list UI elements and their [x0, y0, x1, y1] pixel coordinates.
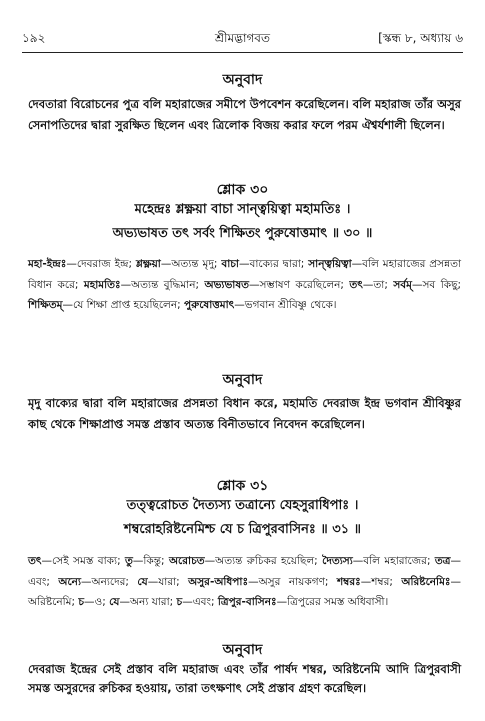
gloss-word: যে	[137, 575, 148, 588]
gloss-meaning: —ত্রিপুরের সমস্ত অধিবাসী।	[276, 596, 389, 608]
gloss-meaning: —সেই সমস্ত বাক্য;	[41, 555, 126, 567]
page-header	[22, 30, 463, 50]
gloss-meaning: —এবং;	[182, 596, 218, 608]
gloss-word: মহামতিঃ	[83, 278, 121, 291]
translation-29: দেবতারা বিরোচনের পুত্র বলি মহারাজের সমীপে উপবেশন করেছিলেন। বলি মহারাজ তাঁর অসুর সেনাপতিদের দ্বারা সুরক্ষিত ছিলেন এবং ত্রিলোক বিজয় করার ফলে পরম ঐশ্বর্যশালী ছিলেন।	[28, 97, 461, 132]
gloss-meaning: —যারা;	[147, 575, 189, 588]
gloss-meaning: —বাক্যের দ্বারা;	[238, 258, 309, 270]
gloss-meaning: —কিন্তু;	[132, 555, 169, 567]
gloss-word: চ	[78, 596, 85, 608]
gloss-word: অরোচত	[168, 555, 205, 567]
gloss-word: তৎ	[349, 278, 363, 291]
gloss-word: সর্বম্	[393, 278, 412, 291]
gloss-meaning: —বলি মহারাজের;	[352, 555, 435, 567]
gloss-meaning: —শম্বর;	[360, 575, 402, 588]
gloss-meaning: —অত্যন্ত বুদ্ধিমান;	[120, 278, 205, 291]
gloss-word: তত্র	[434, 555, 451, 567]
gloss-word: দৈত্যস্য	[322, 555, 353, 567]
gloss-word: বাচা	[221, 258, 239, 270]
gloss-word: ত্রিপুর-বাসিনঃ	[217, 596, 277, 608]
verse-30-heading: শ্লোক ৩০	[216, 182, 269, 198]
gloss-meaning: —বলি মহারাজের প্রসন্নতা বিধান করে;	[28, 258, 461, 291]
translation-heading-2: অনুবাদ	[222, 372, 263, 388]
gloss-word: অসুর-অধিপাঃ	[188, 575, 249, 588]
gloss-meaning: —সব কিছু;	[411, 278, 461, 291]
translation-31: দেবরাজ ইন্দ্রের সেই প্রস্তাব বলি মহারাজ এবং তাঁর পার্ষদ শম্বর, অরিষ্টনেমি আদি ত্রিপুরবাসী সমস্ত অসুরদের রুচিকর হওয়ায়, তারা তৎক্ষণাৎ সেই প্রস্তাব গ্রহণ করেছিল।	[28, 662, 461, 695]
gloss-word: অভ্যভাষত	[204, 278, 249, 291]
gloss-meaning: —অন্যদের;	[80, 575, 138, 588]
page-number: ১৯২	[22, 31, 46, 45]
gloss-word: অরিষ্টনেমিঃ	[401, 575, 451, 588]
header-rule	[22, 52, 463, 53]
gloss-meaning: —দেবরাজ ইন্দ্র;	[66, 258, 137, 270]
gloss-meaning: —তা;	[362, 278, 394, 291]
gloss-word: মহা-ইন্দ্রঃ	[28, 258, 67, 270]
translation-heading-1: অনুবাদ	[222, 72, 263, 88]
gloss-word: তৎ	[28, 555, 42, 567]
verse-31-heading: শ্লোক ৩১	[216, 478, 269, 494]
gloss-meaning: —অরিষ্টনেমি;	[28, 575, 461, 608]
gloss-meaning: —অত্যন্ত মৃদু;	[160, 258, 222, 270]
gloss-meaning: —অসুর নায়কগণ;	[248, 575, 337, 588]
gloss-word: চ	[176, 596, 183, 608]
gloss-meaning: —ও;	[84, 596, 110, 608]
gloss-meaning: —ভগবান শ্রীবিষ্ণু থেকে।	[234, 299, 337, 311]
verse-30-line-1: মহেন্দ্রঃ শ্লক্ষ্ণয়া বাচা সান্ত্বয়িত্বা মহামতিঃ ।	[134, 202, 351, 217]
chapter-reference: [স্কন্ধ ৮, অধ্যায় ৬	[378, 31, 463, 45]
verse-30-line-2: অভ্যভাষত তৎ সর্বং শিক্ষিতং পুরুষোত্তমাৎ ॥ ৩০ ॥	[112, 226, 373, 241]
gloss-word: শ্লক্ষ্ণয়া	[136, 258, 161, 270]
gloss-word: শিক্ষিতম্	[28, 299, 63, 311]
gloss-word: যে	[109, 596, 120, 608]
book-title: শ্রীমদ্ভাগবত	[214, 31, 270, 45]
gloss-meaning: —সম্ভাষণ করেছিলেন;	[249, 278, 350, 291]
gloss-word: সান্ত্বয়িত্বা	[308, 258, 352, 270]
gloss-meaning: —অন্য যারা;	[119, 596, 177, 608]
synonyms-31	[28, 551, 461, 613]
gloss-word: তু	[125, 555, 133, 567]
gloss-meaning: —যে শিক্ষা প্রাপ্ত হয়েছিলেন;	[62, 299, 185, 311]
gloss-word: পুরুষোত্তমাৎ	[184, 299, 235, 311]
verse-31-line-1: তত্ত্বরোচত দৈত্যস্য তত্রান্যে যেহসুরাধিপাঃ ।	[126, 498, 359, 513]
gloss-word: অন্যে	[58, 575, 81, 588]
synonyms-30	[28, 254, 461, 316]
translation-30: মৃদু বাক্যের দ্বারা বলি মহারাজের প্রসন্নতা বিধান করে, মহামতি দেবরাজ ইন্দ্র ভগবান শ্রীবিষ্ণুর কাছ থেকে শিক্ষাপ্রাপ্ত সমস্ত প্রস্তাব অত্যন্ত বিনীতভাবে নিবেদন করেছিলেন।	[28, 396, 461, 431]
gloss-word: শম্বরঃ	[336, 575, 361, 588]
verse-31-line-2: শম্বরোহরিষ্টনেমিশ্চ যে চ ত্রিপুরবাসিনঃ ॥ ৩১ ॥	[124, 522, 361, 537]
translation-heading-3: অনুবাদ	[222, 642, 263, 658]
gloss-meaning: —এবং;	[28, 555, 461, 588]
gloss-meaning: —অত্যন্ত রুচিকর হয়েছিল;	[204, 555, 323, 567]
